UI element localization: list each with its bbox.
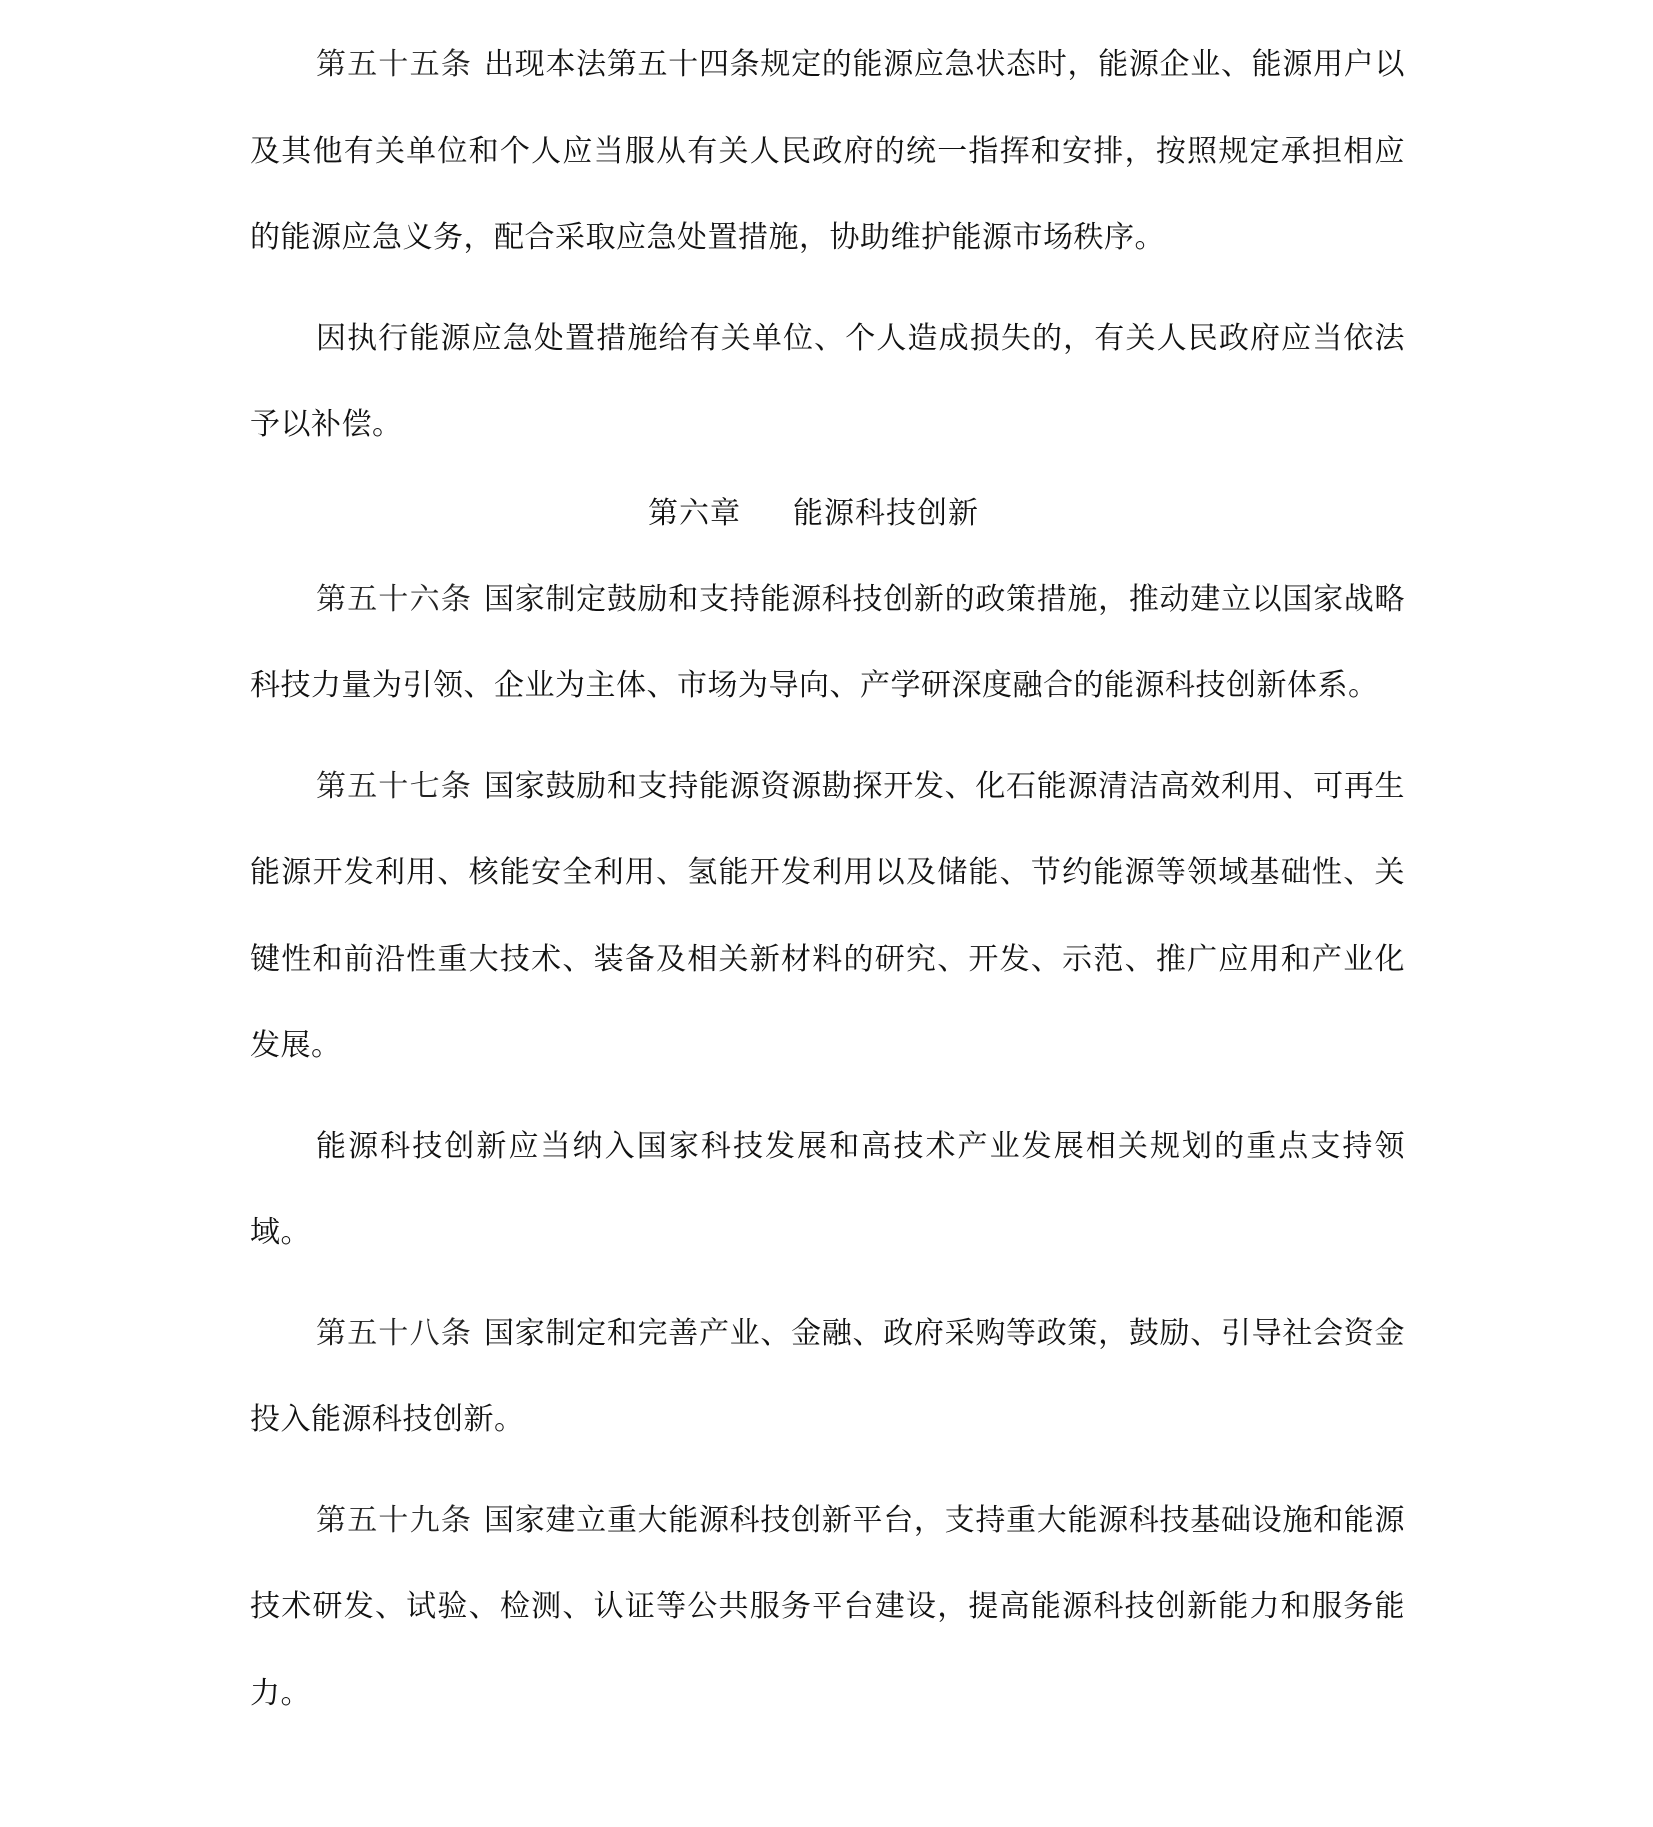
article-56: [250, 557, 1405, 730]
paragraph-text: 能源科技创新应当纳入国家科技发展和高技术产业发展相关规划的重点支持领域。: [250, 1128, 1405, 1250]
paragraph-text: 因执行能源应急处置措施给有关单位、个人造成损失的，有关人民政府应当依法予以补偿。: [250, 320, 1405, 442]
article-text: 国家制定和完善产业、金融、政府采购等政策，鼓励、引导社会资金投入能源科技创新。: [250, 1315, 1406, 1437]
chapter-heading: [250, 479, 1405, 549]
article-number: 第五十六条: [316, 581, 473, 617]
article-text: 国家鼓励和支持能源资源勘探开发、化石能源清洁高效利用、可再生能源开发利用、核能安全利用、氢能开发利用以及储能、节约能源等领域基础性、关键性和前沿性重大技术、装备及相关新材料的研究、开发、示范、推广应用和产业化发展。: [250, 768, 1406, 1063]
article-number: 第五十八条: [316, 1315, 473, 1351]
chapter-title: 能源科技创新: [793, 495, 979, 531]
article-text: 国家制定鼓励和支持能源科技创新的政策措施，推动建立以国家战略科技力量为引领、企业为主体、市场为导向、产学研深度融合的能源科技创新体系。: [250, 581, 1406, 703]
article-57-paragraph-2: [250, 1104, 1405, 1277]
article-text: 国家建立重大能源科技创新平台，支持重大能源科技基础设施和能源技术研发、试验、检测、认证等公共服务平台建设，提高能源科技创新能力和服务能力。: [250, 1502, 1406, 1711]
document-page: [250, 22, 1405, 1751]
article-55: [250, 22, 1405, 282]
article-number: 第五十五条: [316, 47, 473, 82]
article-text: 出现本法第五十四条规定的能源应急状态时，能源企业、能源用户以及其他有关单位和个人应当服从有关人民政府的统一指挥和安排，按照规定承担相应的能源应急义务，配合采取应急处置措施，协助维护能源市场秩序。: [250, 47, 1406, 255]
article-55-paragraph-2: [250, 296, 1405, 469]
article-58: [250, 1291, 1405, 1464]
article-59: [250, 1478, 1405, 1738]
article-number: 第五十九条: [316, 1502, 473, 1538]
article-57: [250, 744, 1405, 1090]
article-number: 第五十七条: [316, 768, 473, 804]
chapter-number: 第六章: [648, 495, 741, 531]
